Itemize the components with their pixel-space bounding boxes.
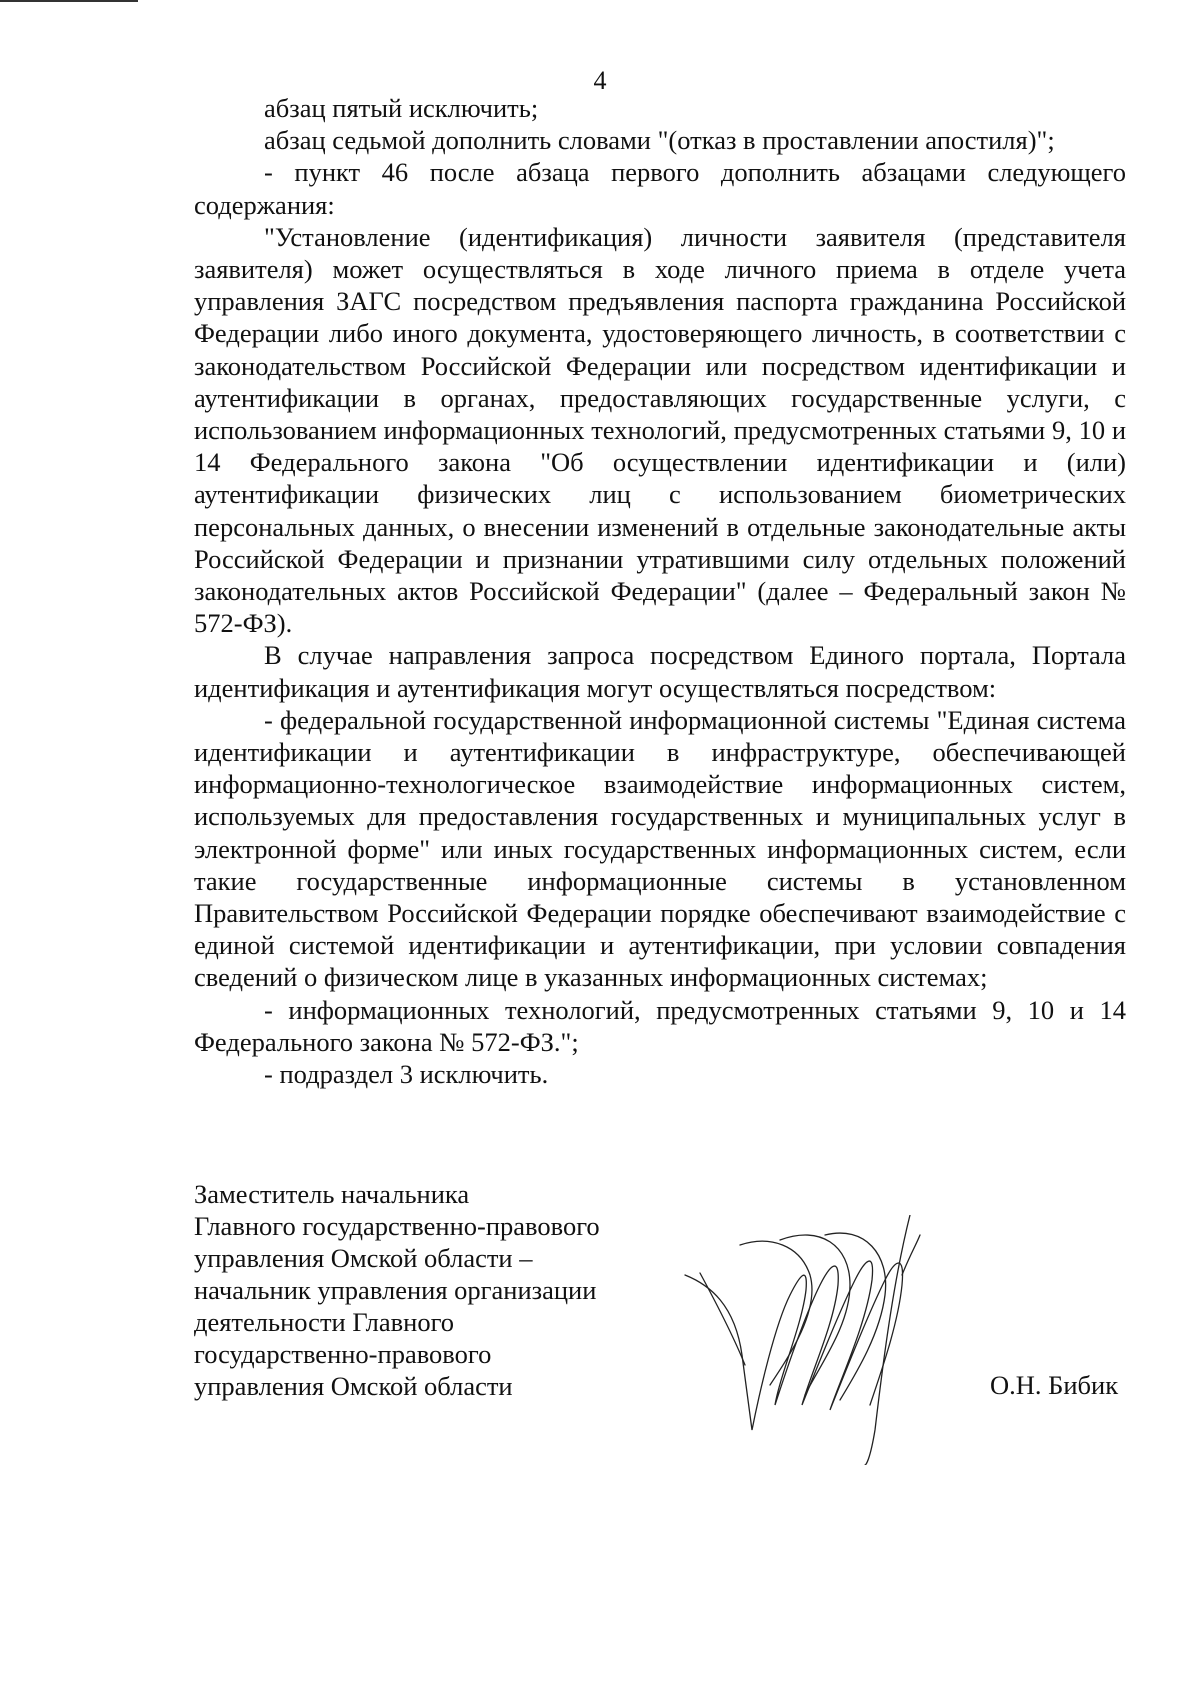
paragraph-2: абзац седьмой дополнить словами "(отказ в проставлении апостиля)"; xyxy=(264,125,1055,156)
handwritten-signature xyxy=(680,1215,980,1465)
position-line: Заместитель начальника xyxy=(194,1179,470,1209)
page-number: 4 xyxy=(593,66,607,95)
paragraph-3: - пункт 46 после абзаца первого дополнить абзацами следующего содержания: xyxy=(194,157,1126,220)
position-line: управления Омской области – xyxy=(194,1243,533,1273)
signatory-position xyxy=(194,1178,754,1402)
position-line: начальник управления организации xyxy=(194,1275,597,1305)
position-line: деятельности Главного xyxy=(194,1307,455,1337)
position-line: Главного государственно-правового xyxy=(194,1211,600,1241)
paragraph-4: "Установление (идентификация) личности заявителя (представителя заявителя) может осуществляться в ходе личного приема в отделе учета управления ЗАГС посредством предъявления паспорта гражданина Российской Федерации либо иного документа, удостоверяющего личность, в соответствии с законодательством Российской Федерации или посредством идентификации и аутентификации в органах, предоставляющих государственные услуги, с использованием информационных технологий, предусмотренных статьями 9, 10 и 14 Федерального закона "Об осуществлении идентификации и (или) аутентификации физических лиц с использованием биометрических персональных данных, о внесении изменений в отдельные законодательные акты Российской Федерации и признании утратившими силу отдельных положений законодательных актов Российской Федерации" (далее – Федеральный закон № 572-ФЗ). xyxy=(194,221,1126,639)
scan-corner-mark xyxy=(0,0,138,2)
document-body xyxy=(194,92,1126,1090)
position-line: государственно-правового xyxy=(194,1339,492,1369)
signature-scribble-icon xyxy=(680,1215,980,1465)
paragraph-6: - федеральной государственной информационной системы "Единая система идентификации и аутентификации в инфраструктуре, обеспечивающей информационно-технологическое взаимодействие информационных систем, используемых для предоставления государственных и муниципальных услуг в электронной форме" или иных государственных информационных систем, если такие государственные информационные системы в установленном Правительством Российской Федерации порядке обеспечивают взаимодействие с единой системой идентификации и аутентификации, при условии совпадения сведений о физическом лице в указанных информационных системах; xyxy=(194,704,1126,993)
paragraph-7: - информационных технологий, предусмотренных статьями 9, 10 и 14 Федерального закона № 572-ФЗ."; xyxy=(194,994,1126,1057)
paragraph-1: абзац пятый исключить; xyxy=(264,93,539,123)
signatory-name: О.Н. Бибик xyxy=(990,1370,1119,1400)
paragraph-5: В случае направления запроса посредством Единого портала, Портала идентификация и аутентификация могут осуществляться посредством: xyxy=(194,640,1126,703)
position-line: управления Омской области xyxy=(194,1371,513,1401)
paragraph-8: - подраздел 3 исключить. xyxy=(264,1059,549,1090)
